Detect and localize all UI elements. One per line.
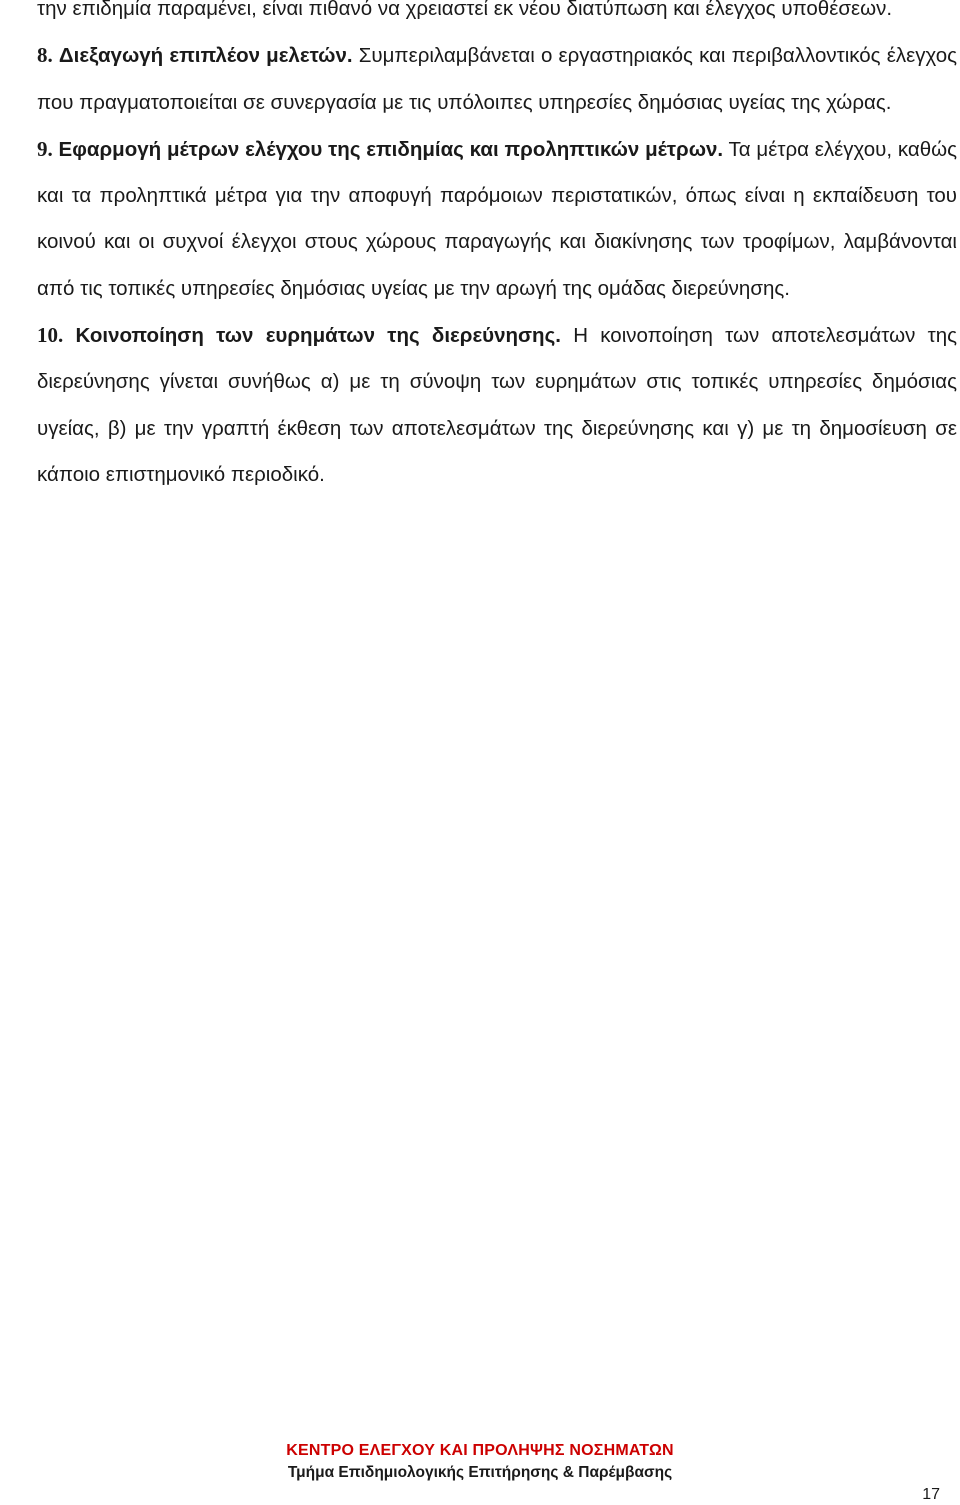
list-item-10 (37, 312, 957, 498)
page-footer (0, 1440, 960, 1484)
list-item-8 (37, 32, 957, 126)
item-heading: Κοινοποίηση των ευρημάτων της διερεύνησης. (75, 324, 561, 348)
item-number: 9. (37, 136, 53, 161)
item-number: 8. (37, 43, 53, 68)
footer-organization: ΚΕΝΤΡΟ ΕΛΕΓΧΟΥ ΚΑΙ ΠΡΟΛΗΨΗΣ ΝΟΣΗΜΑΤΩΝ (286, 1442, 674, 1459)
document-body (37, 0, 957, 498)
item-text: Τα μέτρα ελέγχου, καθώς και τα προληπτικά μέτρα για την αποφυγή παρόμοιων περιστατικών, όπως είναι η εκπαίδευση του κοινού και οι συχνοί έλεγχοι στους χώρους παραγωγής και διακίνησης των τροφίμων, λαμβάνονται από τις τοπικές υπηρεσίες δημόσιας υγείας με την αρωγή της ομάδας διερεύνησης. (37, 137, 957, 300)
item-number: 10. (37, 323, 64, 348)
item-text: Η κοινοποίηση των αποτελεσμάτων της διερεύνησης γίνεται συνήθως α) με τη σύνοψη των ευρημάτων στις τοπικές υπηρεσίες δημόσιας υγείας, β) με την γραπτή έκθεση των αποτελεσμάτων της διερεύνησης και γ) με τη δημοσίευση σε κάποιο επιστημονικό περιοδικό. (37, 324, 957, 486)
continuation-paragraph: την επιδημία παραμένει, είναι πιθανό να χρειαστεί εκ νέου διατύπωση και έλεγχος υποθέσεων. (37, 0, 893, 20)
page-number: 17 (922, 1486, 940, 1503)
footer-department: Τμήμα Επιδημιολογικής Επιτήρησης & Παρέμβασης (287, 1464, 673, 1481)
item-heading: Διεξαγωγή επιπλέον μελετών. (58, 44, 353, 68)
item-text: Συμπεριλαμβάνεται ο εργαστηριακός και περιβαλλοντικός έλεγχος που πραγματοποιείται σε συνεργασία με τις υπόλοιπες υπηρεσίες δημόσιας υγείας της χώρας. (37, 44, 957, 114)
list-item-9 (37, 126, 957, 312)
item-heading: Εφαρμογή μέτρων ελέγχου της επιδημίας και προληπτικών μέτρων. (58, 137, 724, 161)
